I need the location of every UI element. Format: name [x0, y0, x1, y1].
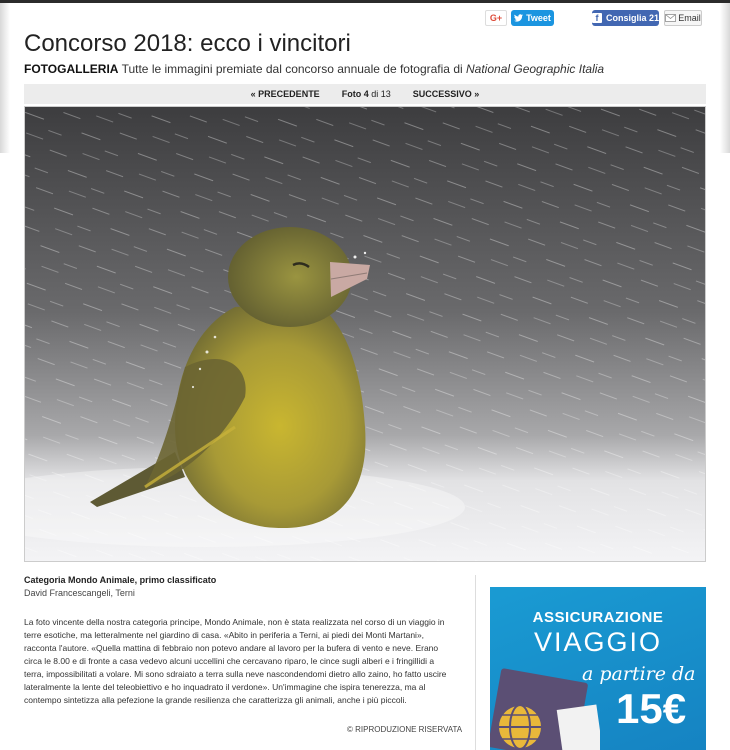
facebook-like-button[interactable]	[592, 10, 659, 26]
right-shadow	[720, 3, 730, 153]
ad-headline: ASSICURAZIONE	[532, 609, 664, 626]
travel-insurance-ad[interactable]	[490, 587, 706, 750]
greenfinch-in-snow-image	[25, 107, 706, 562]
photo-current: 4	[363, 89, 369, 99]
page-title: Concorso 2018: ecco i vincitori	[24, 30, 351, 57]
prev-link[interactable]: « PRECEDENTE	[250, 89, 320, 99]
photo-credit: David Francescangeli, Terni	[24, 588, 135, 598]
ad-tagline: a partire da	[582, 663, 696, 685]
gplus-label: G+	[489, 13, 503, 23]
facebook-icon: f	[592, 13, 602, 23]
top-bar	[0, 0, 730, 3]
photo-prefix: Foto	[341, 89, 362, 99]
subtitle-text: Tutte le immagini premiate dal concorso annuale de fotografia di	[121, 62, 466, 76]
gplus-share-button[interactable]	[485, 10, 507, 26]
ad-subheadline: VIAGGIO	[533, 627, 663, 657]
email-label: Email	[678, 13, 701, 23]
twitter-bird-icon	[514, 14, 523, 22]
envelope-icon	[665, 14, 676, 22]
photo-counter	[342, 89, 391, 99]
next-link[interactable]: SUCCESSIVO »	[412, 89, 480, 99]
facebook-label: Consiglia 21	[606, 13, 660, 23]
left-shadow	[0, 3, 10, 153]
photo-total: di 13	[371, 89, 391, 99]
copyright-notice: © RIPRODUZIONE RISERVATA	[347, 725, 463, 734]
gallery-nav	[24, 84, 706, 104]
gallery-photo[interactable]	[24, 106, 706, 562]
ad-price: 15€	[616, 685, 687, 732]
email-share-button[interactable]	[664, 10, 702, 26]
column-divider	[475, 575, 476, 750]
tweet-button[interactable]	[511, 10, 554, 26]
section-tag: FOTOGALLERIA	[24, 62, 119, 76]
passport-globe-icon	[490, 667, 600, 750]
page-subtitle	[24, 62, 604, 76]
article-body: La foto vincente della nostra categoria principe, Mondo Animale, non è stata realizzata nel corso di un viaggio in terre esotiche, ma letteralmente nel giardino di casa. «Abito in periferia a Terni, ai piedi dei Monti Martani», racconta l'autore. «Quella mattina di febbraio non potevo andare al lavoro per la bufera di vento e neve. Erano circa le 8.00 e di fronte a casa vedevo alcuni uccellini che cercavano riparo, le cince sugli alberi e i fringillidi a terra, impossibilitati a volare. Mi sono sdraiato a terra sulla neve nascondendomi dietro allo zaino, ho fatto uscire lateralmente la lente del teleobiettivo e ho inquadrato il verdone». Un'immagine che ispira tenerezza, ma al contempo sintetizza alla pefezione la grande resilienza che caratterizza gli animali, anche i più piccoli.	[24, 617, 447, 705]
subtitle-brand: National Geographic Italia	[466, 62, 605, 76]
tweet-label: Tweet	[526, 13, 551, 23]
photo-caption: Categoria Mondo Animale, primo classificato	[24, 575, 217, 585]
